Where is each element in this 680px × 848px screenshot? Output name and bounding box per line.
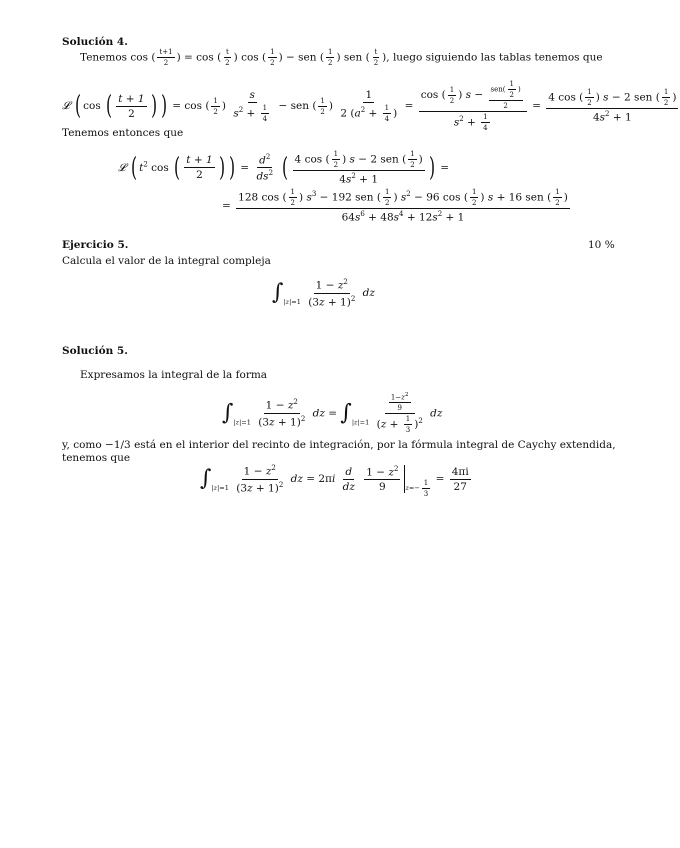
sol5-como-line2: tenemos que [62, 452, 131, 464]
laplace-formula-1: 𝓛 ( cos ( $\frac{t + 1}{2}$ ) ) = cos ( $\frac{1}{2}$ ) s $s^2$ + $\frac{1}{4}$ − sen ( $\frac{1}{2}$ ) 1 2 ($a^2$ + $\frac{1}{4}$ ) = cos ( $\frac{1}{2}$ ) s − sen( $\frac{1}{2}$ ) 2 $s^2$ + $\frac{1}{4}$ = 4 cos ( $\frac{1}{2}$ ) s − 2 sen ( $\frac{1}{2}$ ) $4s^2 + 1$ [62, 80, 677, 133]
sol4-intro-c: cos [241, 51, 259, 64]
ej5-integral: $\int_{|z|=1}$ $\frac{1 - z^2}{(3z + 1)^2}$ dz [272, 278, 375, 309]
sol4-entonces: Tenemos entonces que [62, 127, 184, 139]
sol4-heading: Solución 4. [62, 36, 128, 48]
sol4-intro-b: = cos [184, 51, 214, 64]
ej5-statement: Calcula el valor de la integral compleja [62, 255, 271, 267]
sol5-expresamos: Expresamos la integral de la forma [80, 369, 268, 381]
laplace-formula-2: 𝓛 ( $t^2$ cos ( $\frac{t + 1}{2}$ ) ) = $\frac{d^2}{ds^2}$ ( 4 cos ( $\frac{1}{2}$ ) s − 2 sen ( $\frac{1}{2}$ ) $4s^2 + 1$ ) = [118, 150, 450, 186]
sol4-intro-d: − sen [286, 51, 317, 64]
sol5-heading: Solución 5. [62, 345, 128, 357]
sol4-intro-a: Tenemos cos [80, 51, 148, 64]
sol5-result-num: 4πi [450, 466, 471, 480]
sol5-como-line1: y, como −1/3 está en el interior del recinto de integración, por la fórmula integral de Caychy extendida, [62, 439, 616, 451]
sol5-result-formula: $\int_{|z|=1}$ $\frac{1 - z^2}{(3z + 1)^2}$ dz = 2πi $\frac{d}{dz}$ $\frac{1 - z^2}{9}$ $_{z=- \frac{1}{3}}$ = $\frac{4\pi i}{27}$ [200, 464, 469, 498]
sol4-intro: Tenemos cos ( $\frac{t+1}{2}$ ) = cos ( $\frac{t}{2}$ ) cos ( $\frac{1}{2}$ ) − sen ( $\frac{1}{2}$ ) sen ( $\frac{t}{2}$ ), luego siguiendo las tablas tenemos que [80, 48, 603, 68]
laplace-formula-3: = 128 cos ( $\frac{1}{2}$ ) $s^3 - 192$ sen ( $\frac{1}{2}$ ) $s^2 - 96$ cos ( $\frac{1}{2}$ ) s + 16 sen ( $\frac{1}{2}$ ) $64s^6 + 48s^4 + 12s^2 + 1$ [222, 188, 568, 224]
sol5-integral-rewrite: $\int_{|z|=1}$ $\frac{1 - z^2}{(3z + 1)^2}$ dz = $\int_{|z|=1}$ $\frac{1-z^2}{9}$ (z + $\frac{1}{3}$ )$^2$ dz [222, 392, 443, 435]
sol4-intro-e: sen [343, 51, 363, 64]
sol4-intro-f: , luego siguiendo las tablas tenemos que [386, 51, 603, 64]
ej5-weight: 10 % [588, 239, 615, 251]
ej5-heading: Ejercicio 5. [62, 239, 129, 251]
sol5-result-den: 27 [453, 480, 467, 493]
